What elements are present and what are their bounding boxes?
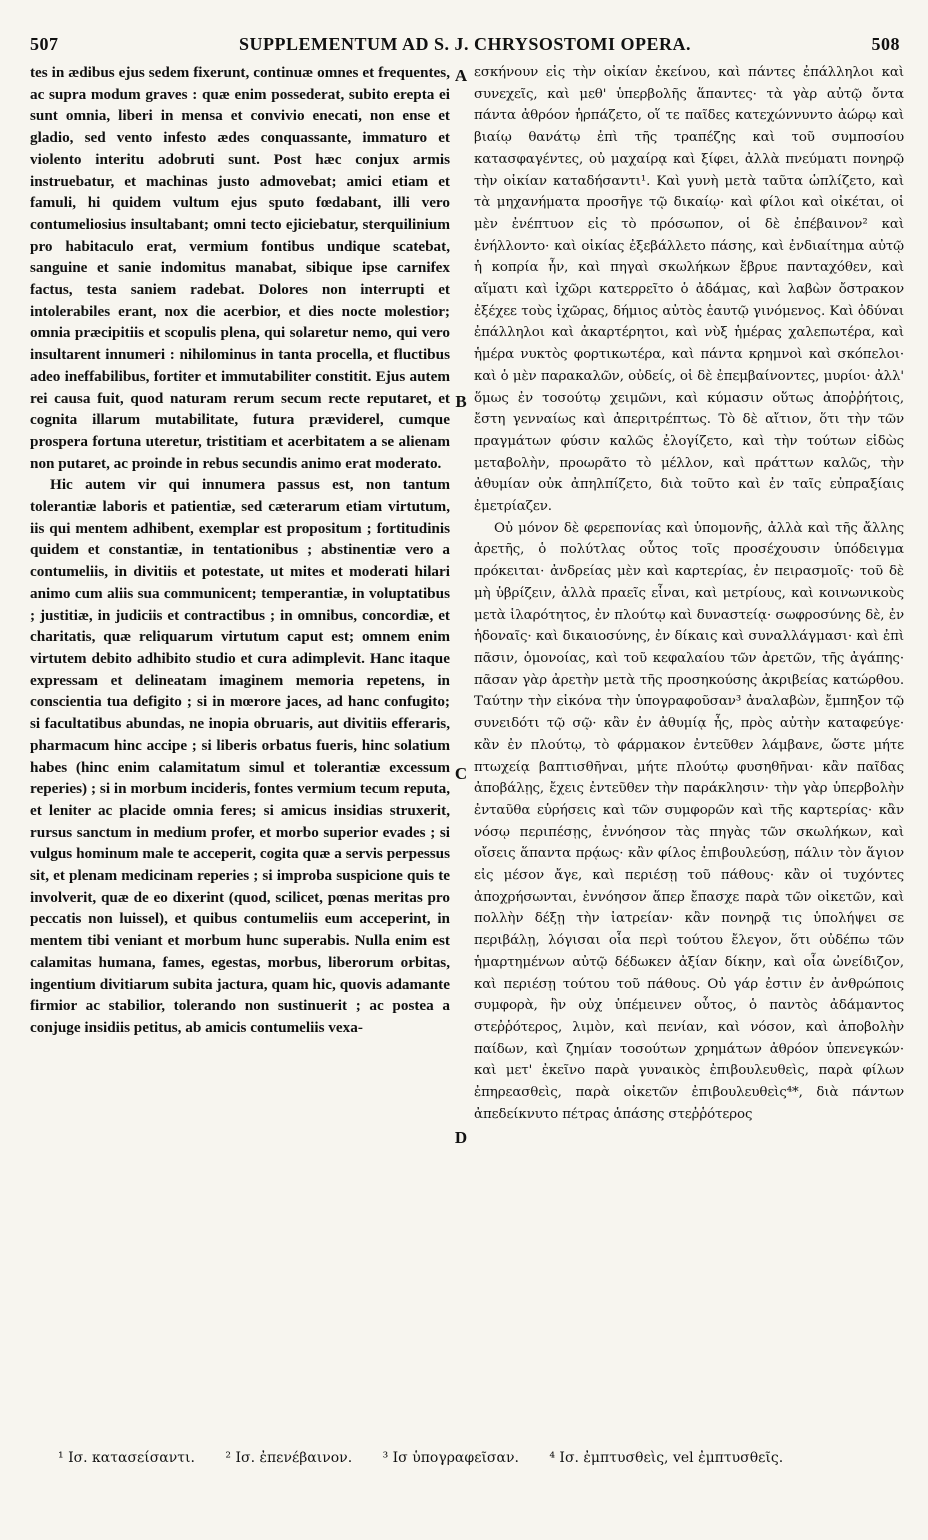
greek-column bbox=[474, 62, 904, 1432]
latin-column bbox=[30, 62, 450, 1432]
footnote-4: ⁴ Ισ. ἐμπτυσθεὶς, vel ἐμπτυσθεῖς. bbox=[549, 1450, 784, 1466]
section-marker-d: D bbox=[454, 1128, 468, 1147]
latin-paragraph-1: tes in ædibus ejus sedem fixerunt, continuæ omnes et frequentes, ac supra modum graves : quæ enim possederat, subito erepta ei sunt omnia, liberi in mensa et convivio enecati, non ense et gladio, sed vento infesto ædes conquassante, immaturo et violento interitu adobruti sunt. Post hæc conjux armis instruebatur, et machinas justo admovebat; amici etiam et famuli, hi quidem vultum ejus sputo fœdabant, illi vero contumeliosius insultabant; omni tecto ejiciebatur, sterquilinium pro habitaculo erat, vermium fontibus undique scatebat, sanguine et sanie indomitus manabat, sibique ipse carnifex factus, testa saniem radebat. Dolores non interrupti et intolerabiles erant, nox die acerbior, et dies nocte molestior; omnia præcipitiis et scopulis plena, qui solaretur nemo, qui vero insultarent innumeri : nihilominus in tanta procella, et fluctibus adeo ineffabilibus, fortiter et immutabiliter constitit. Ejus autem rei causa fuit, quod naturam rerum secum recte reputaret, et cognita illarum mutabilitate, futura præviderel, cumque prospera fortuna uteretur, tristitiam et acerbitatem a se alienam non putaret, ac proinde in rebus secundis animo erat moderato. bbox=[30, 64, 450, 472]
page-number-right: 508 bbox=[871, 34, 900, 54]
page-header bbox=[30, 34, 900, 56]
page-number-left: 507 bbox=[30, 34, 59, 54]
latin-paragraph-2: Hic autem vir qui innumera passus est, non tantum tolerantiæ laboris et patientiæ, sed cæterarum etiam virtutum, iis qui mentem adhibent, exemplar est propositum ; fortitudinis quidem et constantiæ, in tentationibus ; abstinentiæ vero a contumeliis, in divitiis et potestate, ut mites et moderati hilari animo cum aliis sua communicent; temperantiæ, in voluptatibus ; justitiæ, in judiciis et contractibus ; in omnibus, concordiæ, et charitatis, quæ reliquarum virtutum caput est; omnem enim virtutem debito adhibito studio et cura adimplevit. Hanc itaque expressam et delineatam imaginem memoria repetens, in conscientia tua defigito ; si in mœrore jaces, ad hanc confugito; si facultatibus abundas, ne inopia obruaris, aut divitiis efferaris, pharmacum hinc accipe ; si liberis orbatus fueris, hinc solatium habes (hinc enim calamitatum simul et tolerantiæ excessum reperies) ; si in morbum incideris, fontes vermium tecum reputa, et leniter ac placide omnia feres; si amicus insidias struxerit, rursus sanctum in medium profer, et morbo superior evades ; si vulgus hominum male te acceperit, cogita quæ a servis perpessus sit, et plenam medicinam reperies ; si improba suspicione quis te involverit, quæ de eo dixerint (quod, scilicet, pœnas meritas pro peccatis non luissel), et quibus contumeliis eum acceperint, in mentem tibi veniant et morbum hunc superabis. Nulla enim est calamitas humana, fames, egestas, morbus, liberorum orbitas, ingentium divitiarum subita jactura, quam hic, quovis adamante firmior ac stabilior, tolerando non sustinuerit ; ac postea a conjuge insidiis petitus, ab amicis contumeliis vexa- bbox=[30, 476, 450, 1036]
footnote-1: ¹ Ισ. κατασείσαντι. bbox=[58, 1450, 195, 1466]
footnote-3: ³ Ισ ὑπογραφεῖσαν. bbox=[382, 1450, 519, 1466]
running-title: SUPPLEMENTUM AD S. J. CHRYSOSTOMI OPERA. bbox=[238, 34, 692, 54]
footnote-2: ² Ισ. ἐπενέβαινον. bbox=[225, 1450, 353, 1466]
section-marker-c: C bbox=[454, 764, 468, 783]
greek-paragraph-1: εσκήνουν εἰς τὴν οἰκίαν ἐκείνου, καὶ πάντες ἐπάλληλοι καὶ συνεχεῖς, καὶ μεθ' ὑπερβολῆς ἅπαντες· τὰ γὰρ αὐτῷ ὄντα πάντα ἀθρόον ἡρπάζετο, οἵ τε παῖδες κατεχώννυντο ἀώρῳ καὶ βιαίῳ θανάτῳ ἐπὶ τῆς τραπέζης καὶ τοῦ συμποσίου κατασφαγέντες, οὐ μαχαίρᾳ καὶ ξίφει, ἀλλὰ πνεύματι πονηρῷ τὴν οἰκίαν καταδήσαντι¹. Καὶ γυνὴ μετὰ ταῦτα ὡπλίζετο, καὶ τὰ μηχανήματα προσῆγε τῷ δικαίῳ· καὶ φίλοι καὶ οἰκέται, οἱ μὲν ἐνέπτυον εἰς τὸ πρόσωπον, οἱ δὲ ἐπέβαινον² καὶ ἐνήλλοντο· καὶ οἰκίας ἐξεβάλλετο πάσης, καὶ ἐνδιαίτημα αὐτῷ ἡ κοπρία ἦν, καὶ πηγαὶ σκωλήκων ἔβρυε πανταχόθεν, καὶ αἵματι καὶ ἰχῶρι κατερρεῖτο ὁ ἀδάμας, καὶ λαβὼν ὄστρακον ἐξέχεε τοὺς ἰχῶρας, δήμιος αὐτὸς ἑαυτῷ γινόμενος. Καὶ ὀδύναι ἐπάλληλοι καὶ ἀκαρτέρητοι, καὶ νὺξ ἡμέρας χαλεπωτέρα, καὶ ἡμέρα νυκτὸς φορτικωτέρα, καὶ πάντα κρημνοὶ καὶ σκόπελοι· καὶ ὁ μὲν παρακαλῶν, οὐδείς, οἱ δὲ ἐπεμβαίνοντες, μυρίοι· ἀλλ' ὅμως ἐν τοσούτῳ χειμῶνι, καὶ κύμασιν οὕτως ἀποῤῥήτοις, ἔστη γενναίως καὶ ἀπεριτρέπτως. Τὸ δὲ αἴτιον, ὅτι τὴν τῶν πραγμάτων φύσιν καλῶς ἐλογίζετο, καὶ τὴν τούτων εἰδὼς μεταβολὴν, προωρᾶτο τὸ μέλλον, καὶ πράττων καλῶς, τὴν ἀθυμίαν οὐκ ἀπηλπίζετο, διὰ τοῦτο καὶ ἐν ταῖς εὐπραξίαις ἐμετρίαζεν. bbox=[474, 65, 904, 515]
section-marker-a: A bbox=[454, 66, 468, 85]
greek-paragraph-2: Οὐ μόνον δὲ φερεπονίας καὶ ὑπομονῆς, ἀλλὰ καὶ τῆς ἄλλης ἀρετῆς, ὁ πολύτλας οὗτος τοῖς προσέχουσιν ὑπόδειγμα πρόκειται· ἀνδρείας μὲν καὶ καρτερίας, ἐν πειρασμοῖς· τοῦ δὲ μὴ ὑβρίζειν, ἀλλὰ πραεῖς εἶναι, καὶ μετρίους, καὶ κοινωνικοὺς μετὰ ἱλαρότητος, ἐν πλούτῳ καὶ δυναστείᾳ· σωφροσύνης δὲ, ἐν ἡδοναῖς· καὶ δικαιοσύνης, ἐν δίκαις καὶ συναλλάγμασι· καὶ ἐπὶ πᾶσιν, ὁμονοίας, καὶ τοῦ κεφαλαίου τῶν ἀρετῶν, τῆς ἀγάπης· πᾶσαν γὰρ ἀρετὴν μετὰ τῆς προσηκούσης ἀκριβείας κατώρθου. Ταύτην τὴν εἰκόνα τὴν ὑπογραφοῦσαν³ ἀναλαβὼν, ἔμπηξον τῷ συνειδότι τῷ σῷ· κἂν ἐν ἀθυμίᾳ ἦς, πρὸς αὐτὴν καταφεύγε· κἂν ἐν πλούτῳ, τὸ φάρμακον ἐντεῦθεν λάμβανε, ὥστε μήτε πτωχείᾳ βαπτισθῆναι, μήτε πλούτῳ φυσηθῆναι· κἂν παῖδας ἀποβάλῃς, ἔχεις ἐντεῦθεν τὴν παράκλησιν· τὴν γὰρ ὑπερβολὴν ἐνταῦθα εὑρήσεις καὶ τῶν συμφορῶν καὶ τῆς καρτερίας· κἂν νόσῳ περιπέσῃς, ἐννόησον τὰς πηγὰς τῶν σκωλήκων, καὶ οἴσεις ἅπαντα πρᾴως· κἂν φίλος ἐπιβουλεύσῃ, πάλιν τὸν ἅγιον εἰς μέσον ἄγε, καὶ περιέσῃ τοῦ πάθους· κἂν οἱ τυχόντες ἀποχρήσωνται, ἐννόησον ἅπερ ἔπασχε παρὰ τῶν οἰκετῶν, καὶ πολλὴν δέξῃ τὴν ἰατρείαν· κἂν πονηρᾷ τις ὑπολήψει σε περιβάλῃ, λόγισαι οἷα περὶ τούτου ἔλεγον, ὅτι οὐδέπω τῶν ἡμαρτημένων αὐτῷ δέδωκεν ἀξίαν δίκην, καὶ οἷα ὠνείδιζον, καὶ περιέσῃ τούτου τοῦ πάθους. Οὐ γάρ ἐστιν ἐν ἀνθρώποις συμφορὰ, ἣν οὐχ ὑπέμεινεν οὗτος, ὁ παντὸς ἀδάμαντος στεῤῥότερος, λιμὸν, καὶ πενίαν, καὶ νόσον, καὶ ἀποβολὴν παίδων, καὶ ζημίαν τοσούτων χρημάτων ἀθρόον ὑπενεγκών· καὶ μετ' ἐκεῖνο παρὰ γυναικὸς ἐπιβουλευθεὶς, παρὰ φίλων ἐπηρεασθεὶς, παρὰ οἰκετῶν ἐπιβουλευθεὶς⁴*, διὰ πάντων ἀπεδείκνυτο πέτρας ἁπάσης στεῤῥότερος bbox=[474, 520, 904, 1122]
footnotes bbox=[58, 1450, 900, 1466]
section-marker-b: B bbox=[455, 392, 467, 411]
